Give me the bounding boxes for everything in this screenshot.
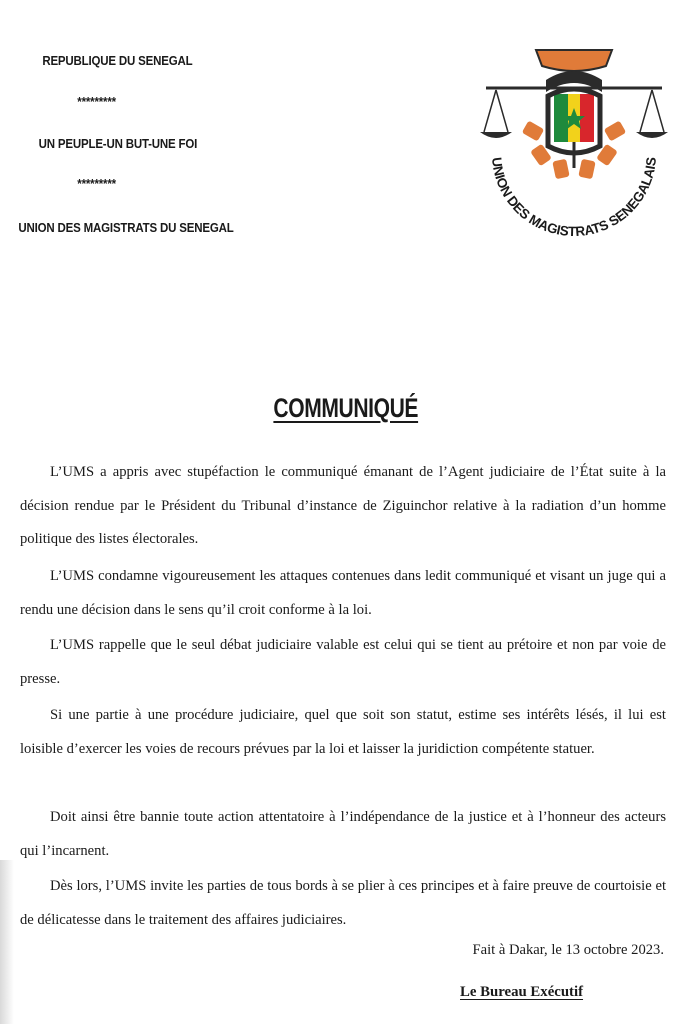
page-edge-shadow [0, 860, 14, 1024]
separator-stars: ********* [77, 177, 116, 191]
document-title: COMMUNIQUÉ [273, 393, 419, 423]
paragraph-1: L’UMS a appris avec stupéfaction le communiqué émanant de l’Agent judiciaire de l’État suite à la décision rendue par le Président du Tribunal d’instance de Ziguinchor relative à la radiation d’un homme politique des listes électorales. [20, 464, 666, 547]
signature: Le Bureau Exécutif [460, 984, 584, 1000]
paragraph-6: Dès lors, l’UMS invite les parties de tous bords à se plier à ces principes et à faire preuve de courtoisie et de délicatesse dans le traitement des affaires judiciaires. [20, 878, 666, 928]
paragraph-2: L’UMS condamne vigoureusement les attaques contenues dans ledit communiqué et visant un juge qui a rendu une décision dans le sens qu’il croit conforme à la loi. [20, 568, 666, 618]
paragraph-4: Si une partie à une procédure judiciaire, quel que soit son statut, estime ses intérêts lésés, il lui est loisible d’exercer les voies de recours prévues par la loi et laisser la juridiction compétente statuer. [20, 707, 666, 757]
national-motto: UN PEUPLE-UN BUT-UNE FOI [38, 137, 198, 151]
organization-name: UNION DES MAGISTRATS DU SENEGAL [18, 221, 234, 235]
paragraph-3: L’UMS rappelle que le seul débat judiciaire valable est celui qui se tient au prétoire et non par voie de presse. [20, 637, 666, 687]
svg-text:UNION DES MAGISTRATS SENEGALAI [489, 156, 659, 239]
paragraph-5: Doit ainsi être bannie toute action attentatoire à l’indépendance de la justice et à l’honneur des acteurs qui l’incarnent. [20, 809, 666, 859]
logo-ring-text: UNION DES MAGISTRATS SENEGALAIS [488, 156, 660, 240]
republic-label: REPUBLIQUE DU SENEGAL [42, 54, 193, 68]
ums-logo-emblem [474, 42, 674, 260]
date-line: Fait à Dakar, le 13 octobre 2023. [472, 942, 664, 958]
separator-stars: ********* [77, 95, 116, 109]
